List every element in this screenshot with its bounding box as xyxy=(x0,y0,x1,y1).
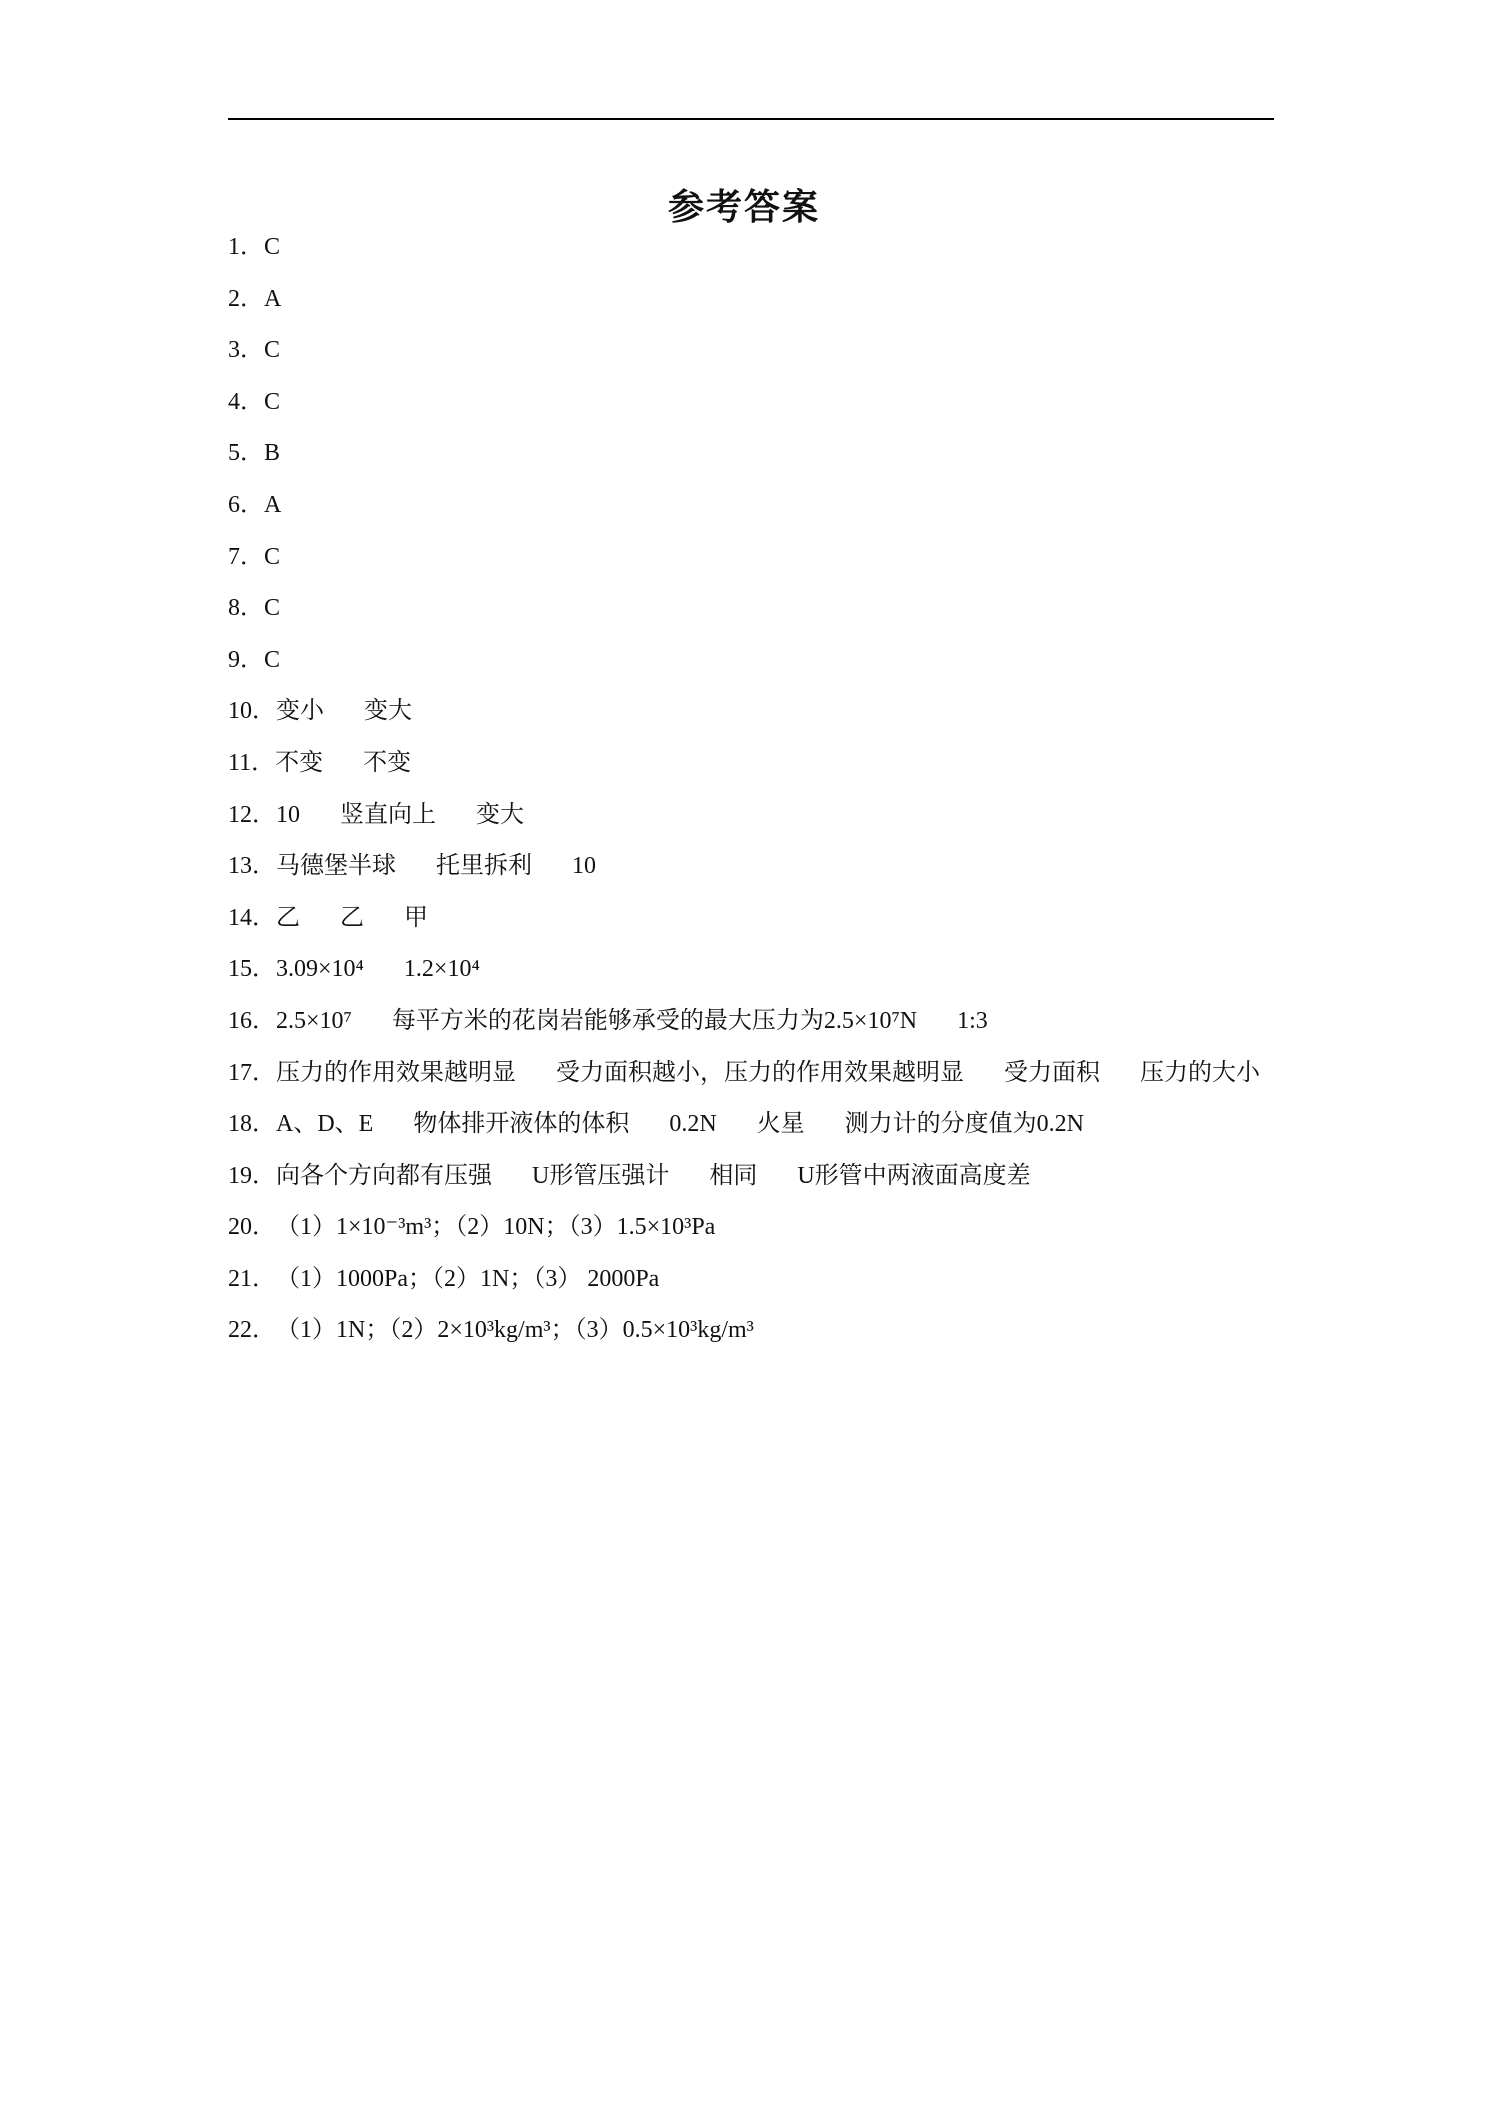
answer-text: 压力的作用效果越明显 xyxy=(276,1059,516,1086)
answer-text: 受力面积越小，压力的作用效果越明显 xyxy=(556,1059,964,1086)
answer-text: 变大 xyxy=(364,698,412,725)
answer-list xyxy=(228,222,1274,1357)
answer-item-11 xyxy=(228,738,1274,790)
answer-text: C xyxy=(264,337,281,364)
answer-text: 10 xyxy=(572,853,596,880)
answer-item-2 xyxy=(228,274,1274,326)
answer-text: 压力的大小 xyxy=(1140,1059,1260,1086)
answer-text: A xyxy=(264,491,282,518)
answer-number: 21． xyxy=(228,1265,276,1292)
answer-number: 18． xyxy=(228,1111,276,1138)
answer-text: （1）1000Pa；（2）1N；（3） 2000Pa xyxy=(276,1265,660,1292)
answer-number: 2． xyxy=(228,285,264,312)
answer-number: 9． xyxy=(228,646,264,673)
answer-text: C xyxy=(264,646,281,673)
answer-text: C xyxy=(264,543,281,570)
answer-item-20 xyxy=(228,1202,1274,1254)
answer-text: 乙 xyxy=(276,904,300,931)
answer-item-16 xyxy=(228,996,1274,1048)
answer-number: 22． xyxy=(228,1317,276,1344)
answer-text: 向各个方向都有压强 xyxy=(276,1162,492,1189)
answer-text: 不变 xyxy=(275,749,324,776)
answer-text: 变小 xyxy=(276,698,324,725)
answer-text: 竖直向上 xyxy=(340,801,436,828)
header-rule xyxy=(228,118,1274,120)
answer-text: C xyxy=(264,388,281,415)
answer-text: C xyxy=(264,234,281,260)
answer-number: 8． xyxy=(228,595,264,622)
answer-text: 每平方米的花岗岩能够承受的最大压力为2.5×10⁷N xyxy=(391,1007,918,1034)
answer-text: 1:3 xyxy=(957,1007,988,1034)
answer-text: 托里拆利 xyxy=(436,853,532,880)
answer-text: U形管压强计 xyxy=(532,1162,670,1189)
answer-item-10 xyxy=(228,686,1274,738)
answer-item-22 xyxy=(228,1305,1274,1357)
answer-text: 2.5×10⁷ xyxy=(276,1007,352,1034)
answer-text: （1）1×10⁻³m³；（2）10N；（3）1.5×10³Pa xyxy=(276,1214,716,1241)
answer-text: 马德堡半球 xyxy=(276,853,396,880)
answer-number: 15． xyxy=(228,956,276,983)
answer-text: （1）1N；（2）2×10³kg/m³；（3）0.5×10³kg/m³ xyxy=(276,1317,754,1344)
answer-text: 不变 xyxy=(363,749,412,776)
answer-item-3 xyxy=(228,325,1274,377)
answer-number: 3． xyxy=(228,337,264,364)
answer-text: 火星 xyxy=(756,1111,805,1138)
answer-text: 0.2N xyxy=(669,1111,717,1138)
answer-item-8 xyxy=(228,583,1274,635)
answer-text: A xyxy=(264,285,282,312)
answer-item-18 xyxy=(228,1099,1274,1151)
answer-number: 7． xyxy=(228,543,264,570)
answer-text: 测力计的分度值为0.2N xyxy=(844,1111,1085,1138)
answer-item-15 xyxy=(228,944,1274,996)
answer-item-14 xyxy=(228,893,1274,945)
answer-number: 16． xyxy=(228,1007,276,1034)
answer-text: 1.2×10⁴ xyxy=(403,956,480,983)
answer-item-12 xyxy=(228,790,1274,842)
answer-item-6 xyxy=(228,480,1274,532)
answer-number: 11． xyxy=(228,749,276,776)
answer-item-7 xyxy=(228,532,1274,584)
answer-text: U形管中两液面高度差 xyxy=(797,1162,1031,1189)
answer-item-1 xyxy=(228,222,1274,274)
answer-number: 12． xyxy=(228,801,276,828)
answer-text: 甲 xyxy=(404,904,428,931)
answer-text: 物体排开液体的体积 xyxy=(413,1111,630,1138)
answer-text: 乙 xyxy=(340,904,364,931)
answer-text: B xyxy=(264,440,281,467)
answer-item-21 xyxy=(228,1254,1274,1306)
answer-number: 4． xyxy=(228,388,264,415)
answer-number: 17． xyxy=(228,1059,276,1086)
answer-text: A、D、E xyxy=(276,1111,374,1138)
answer-text: 变大 xyxy=(476,801,524,828)
answer-number: 1． xyxy=(228,234,264,260)
answer-number: 10． xyxy=(228,698,276,725)
answer-item-13 xyxy=(228,841,1274,893)
answer-item-19 xyxy=(228,1151,1274,1203)
answer-text: 受力面积 xyxy=(1004,1059,1100,1086)
answer-number: 14． xyxy=(228,904,276,931)
answer-number: 19． xyxy=(228,1162,276,1189)
answer-item-5 xyxy=(228,428,1274,480)
answer-text: 10 xyxy=(276,801,300,828)
answer-text: 3.09×10⁴ xyxy=(276,956,364,983)
answer-number: 6． xyxy=(228,491,264,518)
answer-item-17 xyxy=(228,1048,1274,1100)
answer-number: 20． xyxy=(228,1214,276,1241)
page-title: 参考答案 xyxy=(667,187,820,228)
answer-number: 13． xyxy=(228,853,276,880)
answer-item-9 xyxy=(228,635,1274,687)
answer-item-4 xyxy=(228,377,1274,429)
answer-text: C xyxy=(264,595,281,622)
answer-text: 相同 xyxy=(709,1162,758,1189)
answer-number: 5． xyxy=(228,440,264,467)
